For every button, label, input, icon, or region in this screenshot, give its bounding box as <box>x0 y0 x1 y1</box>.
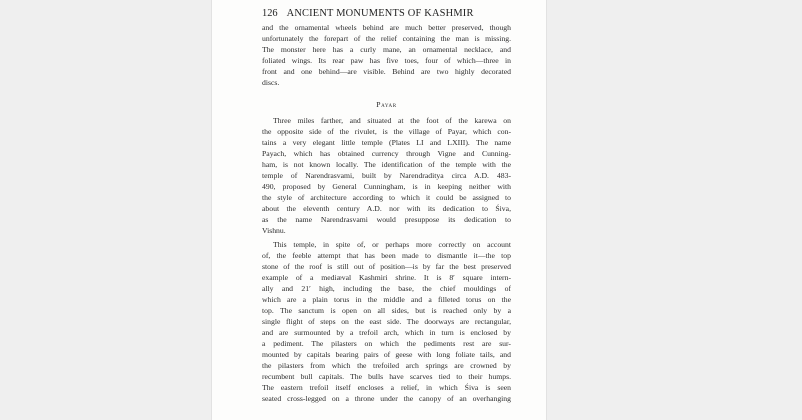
text-line: the opposite side of the rivulet, is the village of Payar, which con- <box>262 127 511 136</box>
text-line: foliated wings. Its rear paw has five toes, four of which—three in <box>262 56 511 65</box>
text-line: tains a very elegant little temple (Plates LI and LXIII). The name <box>262 138 511 147</box>
text-line: mounted by capitals bearing pairs of geese with long foliate tails, and <box>262 350 511 359</box>
text-line: The monster here has a curly mane, an ornamental necklace, and <box>262 45 511 54</box>
text-line: which are a plain torus in the middle and a filleted torus on the <box>262 295 511 304</box>
running-title: ANCIENT MONUMENTS OF KASHMIR <box>286 8 474 19</box>
text-line: of, the feeble attempt that has been made to dismantle it—the top <box>262 251 511 260</box>
text-line: The eastern trefoil itself encloses a relief, in which Śiva is seen <box>262 383 511 392</box>
text-line: Vishnu. <box>262 226 286 235</box>
text-line: ally and 21′ high, including the base, the chief mouldings of <box>262 284 511 293</box>
text-line: seated cross-legged on a throne under the canopy of an overhanging <box>262 394 511 403</box>
text-line: the pilasters from which the trefoiled arch springs are crowned by <box>262 361 511 370</box>
text-line: example of a mediæval Kashmiri shrine. It is 8′ square intern- <box>262 273 511 282</box>
text-line: Three miles farther, and situated at the foot of the karewa on <box>273 116 511 125</box>
text-line: the style of architecture according to which it could be assigned to <box>262 193 511 202</box>
text-line: a pediment. The pilasters on which the pediments rest are sur- <box>262 339 511 348</box>
text-line: as the name Narendrasvami would presuppose its dedication to <box>262 215 511 224</box>
text-line: single flight of steps on the east side. The doorways are rectangular, <box>262 317 511 326</box>
section-heading: Payar <box>376 100 397 109</box>
text-line: front and one behind—are visible. Behind are two highly decorated <box>262 67 511 76</box>
page-number: 126 <box>262 8 278 19</box>
text-line: stone of the roof is still out of position—is by far the best preserved <box>262 262 511 271</box>
text-line: unfortunately the forepart of the relief containing the man is missing. <box>262 34 511 43</box>
text-line: about the eleventh century A.D. nor with its dedication to Śiva, <box>262 204 511 213</box>
text-line: and the ornamental wheels behind are much better preserved, though <box>262 23 511 32</box>
text-line: temple of Narendrasvami, built by Narendraditya circa A.D. 483- <box>262 171 511 180</box>
text-line: discs. <box>262 78 280 87</box>
book-page <box>212 0 546 420</box>
text-line: Payach, which has obtained currency through Vigne and Cunning- <box>262 149 511 158</box>
text-line: recumbent bull capitals. The bulls have scarves tied to their humps. <box>262 372 511 381</box>
text-line: ham, is not known locally. The identification of the temple with the <box>262 160 511 169</box>
text-line: and are surmounted by a trefoil arch, which in turn is enclosed by <box>262 328 511 337</box>
text-line: This temple, in spite of, or perhaps more correctly on account <box>273 240 511 249</box>
text-line: top. The sanctum is open on all sides, but is reached only by a <box>262 306 511 315</box>
text-line: 490, proposed by General Cunningham, is in keeping neither with <box>262 182 511 191</box>
